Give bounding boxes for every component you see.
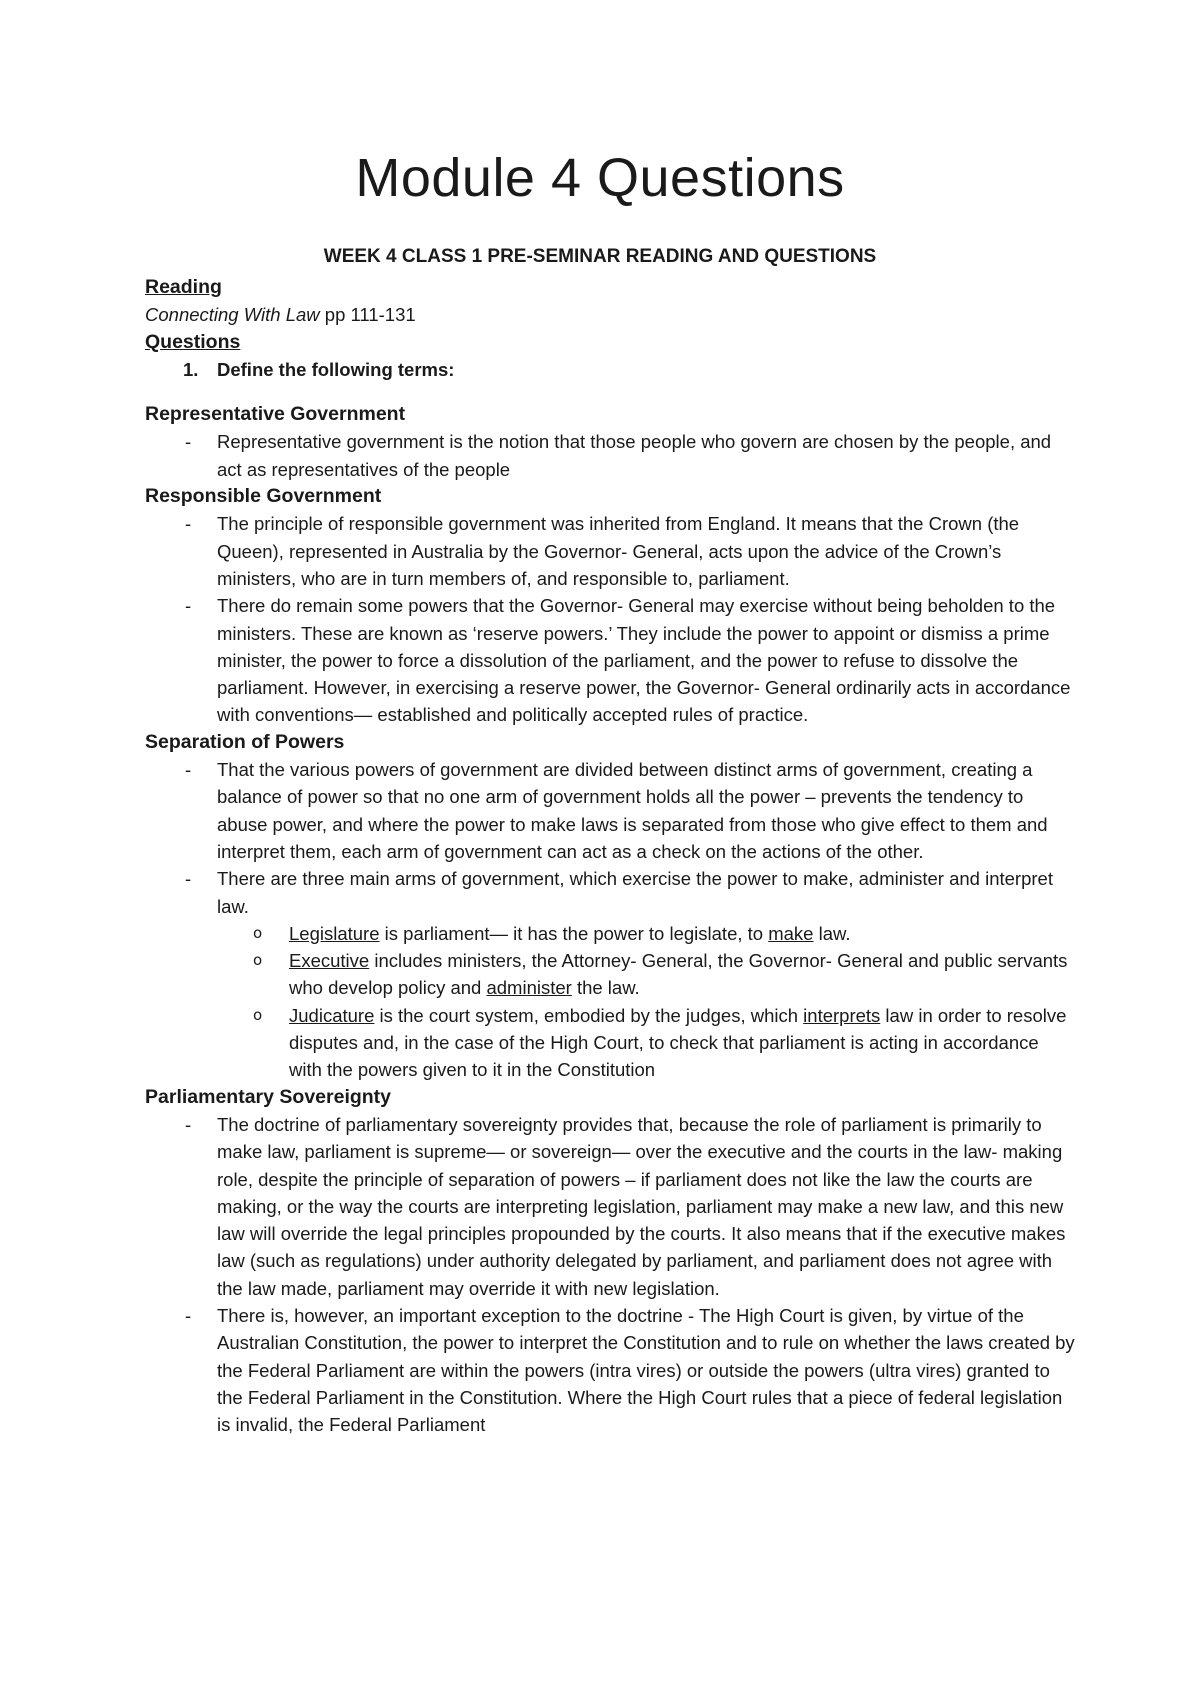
list-item-text: The principle of responsible government was inherited from England. It means that the Crown (the Queen), represented in Australia by the Governor- General, acts upon the advice of the Crown’s ministers, who are in turn members of, and responsible to, parliament. (217, 513, 1020, 589)
dash-marker: - (185, 1304, 192, 1326)
responsible-list (145, 510, 1075, 728)
arm-key-word: make (768, 922, 814, 944)
list-item-text: There do remain some powers that the Governor- General may exercise without being beholden to the ministers. These are known as ‘reserve powers.’ They include the power to appoint or dismiss a prime minister, the power to force a dissolution of the parliament, and the power to refuse to dissolve the parliament. However, in exercising a reserve power, the Governor- General ordinarily acts in accordance with conventions— established and politically accepted rules of practice. (217, 595, 1071, 726)
list-item (145, 428, 1075, 483)
arm-text: the law. (571, 977, 640, 999)
arm-text: law in order to resolve disputes and, in the case of the High Court, to check that parliament is acting in accordance with the powers given to it in the Constitution (289, 1004, 1067, 1081)
list-item (145, 756, 1075, 865)
list-item (145, 1302, 1075, 1438)
arm-term: Legislature (289, 922, 380, 944)
list-item (145, 1111, 1075, 1302)
arm-text: includes ministers, the Attorney- General, the Governor- General and public servants who develop policy and (289, 950, 1068, 999)
dash-marker: - (185, 513, 192, 535)
dash-marker: - (185, 1113, 192, 1135)
reading-heading: Reading (145, 276, 222, 298)
term-heading-responsible: Responsible Government (145, 485, 382, 508)
list-item-text: Representative government is the notion that those people who govern are chosen by the people, and act as representatives of the people (217, 431, 1052, 480)
question-item (145, 356, 1075, 383)
separation-list (145, 756, 1075, 1084)
term-heading-representative: Representative Government (145, 403, 406, 426)
arm-key-word: administer (486, 977, 572, 999)
question-number: 1. (183, 358, 199, 380)
page-title: Module 4 Questions (355, 148, 845, 208)
arm-text: is the court system, embodied by the judges, which (374, 1004, 804, 1026)
list-item (145, 592, 1075, 728)
dash-marker: - (185, 868, 192, 890)
circle-marker: o (253, 1005, 263, 1024)
dash-marker: - (185, 431, 192, 453)
reading-reference (145, 301, 1075, 328)
arms-of-government-list (217, 920, 1075, 1084)
list-item-text: There is, however, an important exception to the doctrine - The High Court is given, by virtue of the Australian Constitution, the power to interpret the Constitution and to rule on whether the laws created by the Federal Parliament are within the powers (intra vires) or outside the powers (ultra vires) granted to the Federal Parliament in the Constitution. Where the High Court rules that a piece of federal legislation is invalid, the Federal Parliament (217, 1304, 1075, 1436)
document-body (145, 274, 1075, 1438)
reading-pages: pp 111-131 (319, 304, 416, 326)
circle-marker: o (253, 951, 263, 970)
term-heading-separation: Separation of Powers (145, 730, 345, 753)
arm-item-judicature (217, 1002, 1075, 1084)
arm-text: is parliament— it has the power to legislate, to (379, 922, 769, 944)
questions-heading: Questions (145, 330, 241, 353)
sovereignty-list (145, 1111, 1075, 1439)
list-item (145, 510, 1075, 592)
list-item (145, 865, 1075, 1083)
arm-text: law. (813, 922, 851, 944)
spacer (145, 383, 1075, 401)
dash-marker: - (185, 595, 192, 617)
circle-marker: o (253, 923, 263, 942)
question-text: Define the following terms: (217, 358, 455, 380)
list-item-text: The doctrine of parliamentary sovereignty provides that, because the role of parliament is primarily to make law, parliament is supreme— or sovereign— over the executive and the courts in the law- making role, despite the principle of separation of powers – if parliament does not like the law the courts are making, or the way the courts are interpreting legislation, parliament may make a new law, and this new law will override the legal principles propounded by the courts. It also means that if the executive makes law (such as regulations) under authority delegated by parliament, and parliament does not agree with the law made, parliament may override it with new legislation. (217, 1113, 1066, 1299)
representative-list (145, 428, 1075, 483)
list-item-text: There are three main arms of government, which exercise the power to make, administer and interpret law. (217, 868, 1053, 917)
arm-item-legislature (217, 920, 1075, 947)
dash-marker: - (185, 759, 192, 781)
arm-key-word: interprets (803, 1004, 881, 1026)
arm-item-executive (217, 947, 1075, 1002)
arm-term: Executive (289, 950, 370, 972)
reading-book-title: Connecting With Law (145, 304, 320, 326)
page-subtitle: WEEK 4 CLASS 1 PRE-SEMINAR READING AND QUESTIONS (323, 246, 877, 267)
term-heading-sovereignty: Parliamentary Sovereignty (145, 1085, 392, 1108)
arm-term: Judicature (289, 1004, 375, 1026)
list-item-text: That the various powers of government are divided between distinct arms of government, creating a balance of power so that no one arm of government holds all the power – prevents the tendency to abuse power, and where the power to make laws is separated from those who give effect to them and interpret them, each arm of government can act as a check on the actions of the other. (217, 759, 1048, 862)
